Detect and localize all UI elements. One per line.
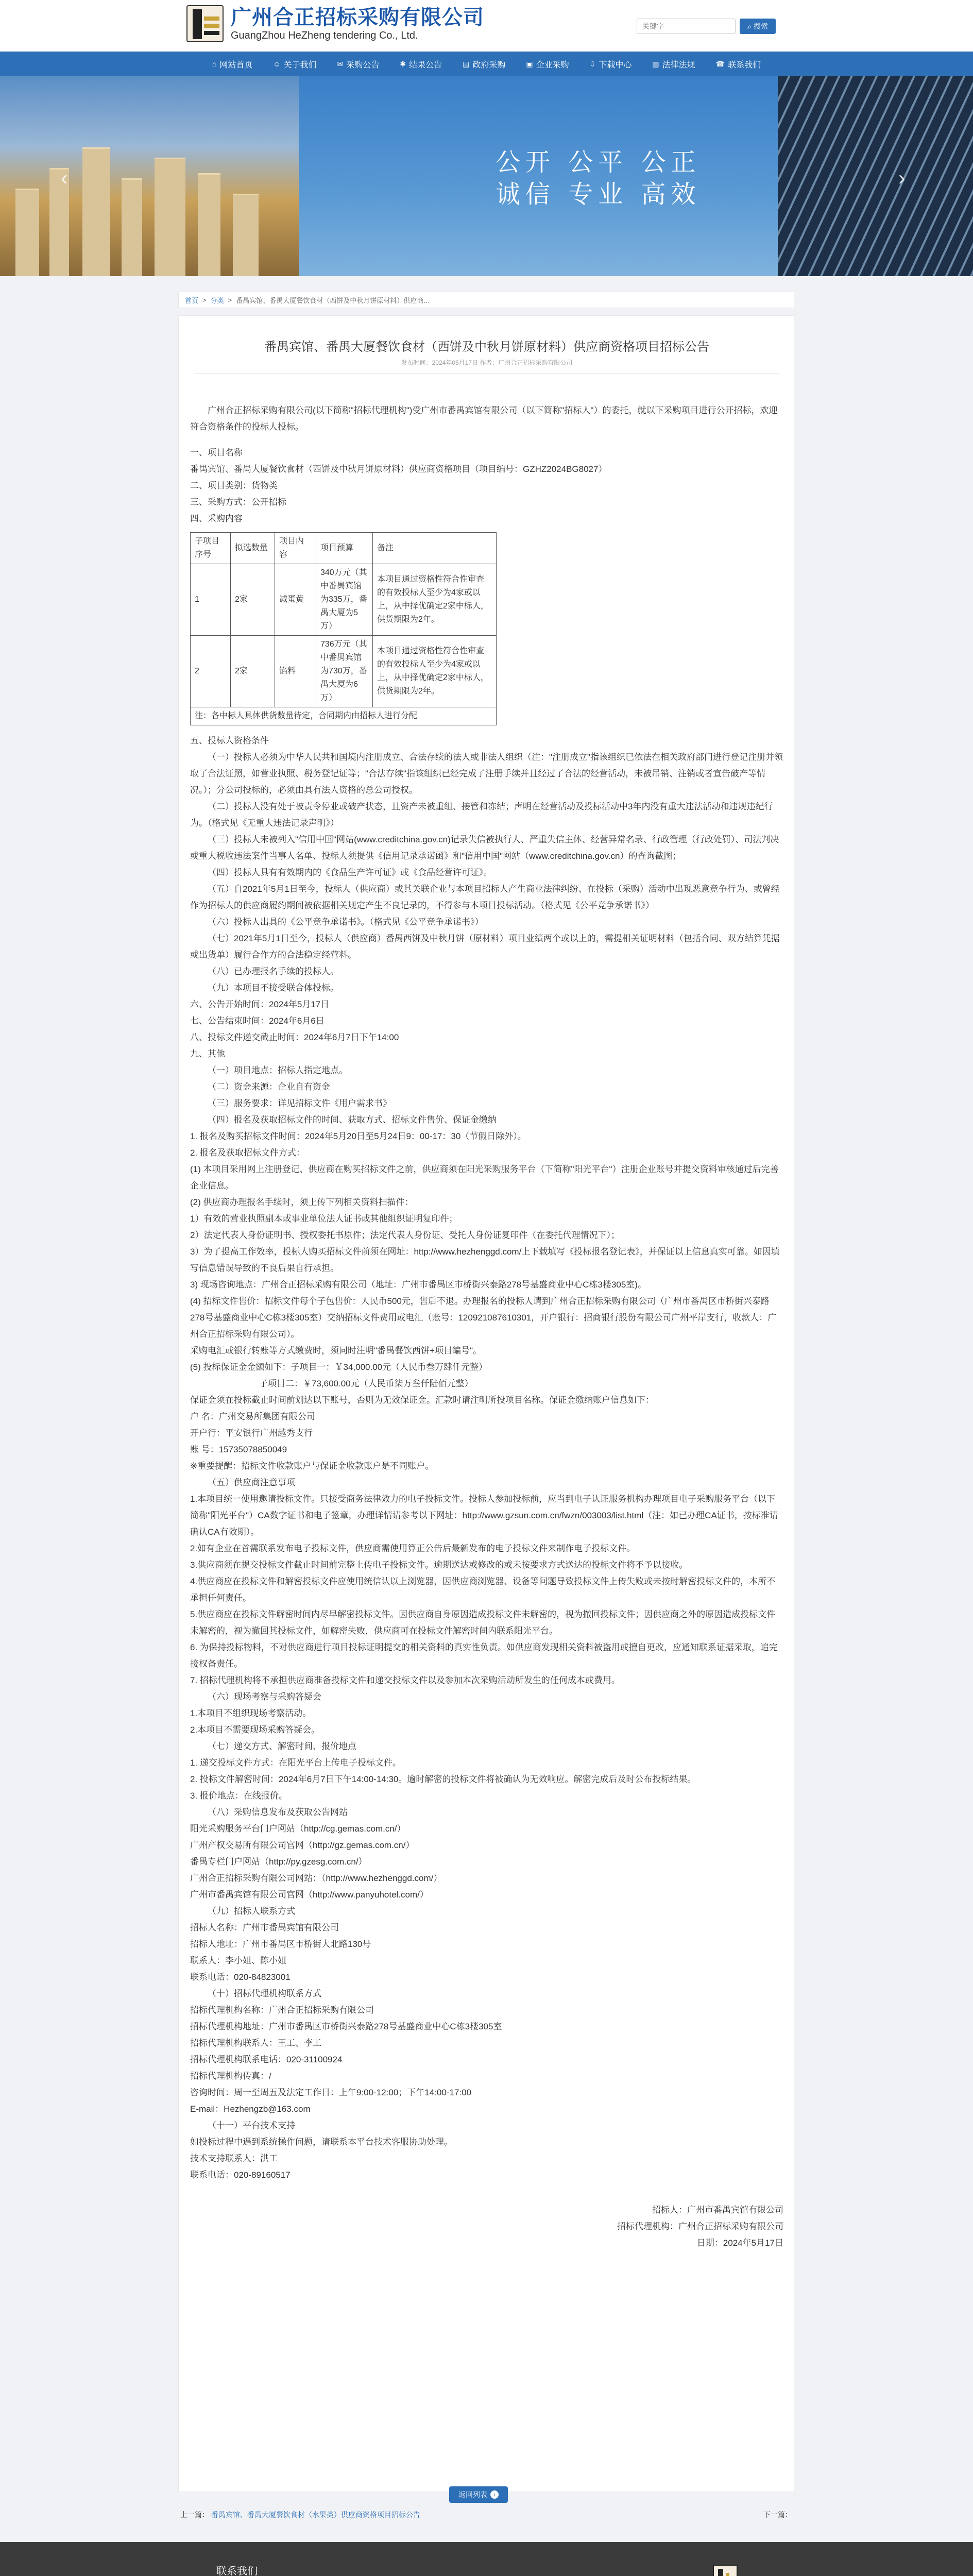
- paragraph: 番禺专栏门户网站（http://py.gzesg.com.cn/）: [190, 1857, 367, 1867]
- procurement-table: [190, 532, 497, 725]
- section-heading: （十）招标代理机构联系方式: [208, 1989, 321, 1998]
- paragraph: 广州产权交易所有限公司官网（http://gz.gemas.com.cn/）: [190, 1840, 415, 1850]
- paragraph: 2.如有企业在首需联系发布电子投标文件，供应商需使用算正公告后最新发布的电子投标文件来制作电子投标文件。: [190, 1544, 636, 1553]
- section-heading: （七）递交方式、解密时间、报价地点: [208, 1741, 356, 1751]
- paragraph: (2) 供应商办理报名手续时，须上传下列相关资料扫描件：: [190, 1197, 414, 1207]
- paragraph: （二）资金来源：企业自有资金: [208, 1082, 330, 1092]
- table-cell: 340万元（其中番禺宾馆为335万，番禺大厦为5万）: [316, 564, 373, 636]
- main-nav: [0, 52, 973, 76]
- back-to-list-button[interactable]: [449, 2486, 508, 2503]
- paragraph: E-mail：Hezhengzb@163.com: [190, 2104, 311, 2114]
- paragraph: 咨询时间：周一至周五及法定工作日：上午9:00-12:00；下午14:00-17:00: [190, 2088, 472, 2097]
- back-button-label: 返回列表: [458, 2490, 487, 2499]
- paragraph: (5) 投标保证金金额如下：子项目一：￥34,000.00元（人民币叁万肆仟元整）: [190, 1362, 488, 1372]
- banner-slogan: [496, 146, 701, 210]
- table-cell: 1: [191, 564, 231, 636]
- paragraph: （八）已办理报名手续的投标人。: [208, 967, 339, 976]
- signature-line: 招标人：广州市番禺宾馆有限公司: [652, 2205, 783, 2215]
- logo-text: [231, 6, 484, 42]
- arrow-right-icon: ›: [490, 2490, 499, 2499]
- paragraph: 番禺宾馆、番禺大厦餐饮食材（西饼及中秋月饼原材料）供应商资格项目（项目编号：GZHZ2024BG8027）: [190, 464, 607, 474]
- nav-label: 关于我们: [283, 60, 317, 70]
- section-heading: （五）供应商注意事项: [208, 1478, 295, 1487]
- breadcrumb-current: 番禺宾馆、番禺大厦餐饮食材（西饼及中秋月饼原材料）供应商...: [236, 296, 430, 304]
- article-pager: [178, 2507, 794, 2522]
- paragraph: 2.本项目不需要现场采购答疑会。: [190, 1725, 320, 1735]
- nav-label: 网站首页: [219, 60, 253, 70]
- section-heading: （九）招标人联系方式: [208, 1906, 295, 1916]
- nav-item-result-notices[interactable]: [389, 52, 452, 76]
- paragraph: 保证金须在投标截止时间前划达以下账号，否则为无效保证金。汇款时请注明所投项目名称。保证金缴纳账户信息如下：: [190, 1395, 654, 1405]
- search-button-label: 搜索: [753, 22, 768, 30]
- table-row: [191, 564, 497, 636]
- footer-qr-block: [675, 2565, 778, 2576]
- paragraph: 3）为了提高工作效率，投标人购买招标文件前须在网址：http://www.hezhenggd.com/上下载填写《投标报名登记表》，并保证以上信息真实可靠。如因填写信息错误导致的不良后果自行承担。: [190, 1247, 780, 1273]
- paragraph: 三、采购方式：公开招标: [190, 497, 286, 507]
- paragraph: 联系电话：020-89160517: [190, 2170, 291, 2180]
- article-body: [190, 402, 783, 2251]
- home-icon: ⌂: [212, 60, 217, 68]
- paragraph: （六）投标人出具的《公平竞争承诺书》。（格式见《公平竞争承诺书》）: [208, 917, 484, 927]
- section-heading: 九、其他: [190, 1049, 225, 1059]
- paragraph: （四）投标人具有有效期内的《食品生产许可证》或《食品经营许可证》。: [208, 868, 492, 877]
- prev-label: 上一篇：: [180, 2511, 209, 2519]
- paragraph: 账 号：15735078850049: [190, 1445, 287, 1454]
- nav-item-enterprise[interactable]: [516, 52, 579, 76]
- prev-article-link[interactable]: 番禺宾馆、番禺大厦餐饮食材（水果类）供应商资格项目招标公告: [211, 2511, 420, 2519]
- paragraph: 联系电话：020-84823001: [190, 1972, 291, 1982]
- nav-item-about[interactable]: [263, 52, 327, 76]
- nav-label: 政府采购: [472, 60, 506, 70]
- banner-building: [82, 147, 110, 276]
- paragraph: （二）投标人没有处于被责令停业或破产状态，且资产未被重组、接管和冻结；声明在经营活动及投标活动中3年内没有重大违法活动和违规违纪行为。（格式见《无重大违法记录声明》）: [190, 802, 773, 828]
- table-cell: 本项目通过资格性符合性审查的有效投标人至少为4家或以上，从中择优确定2家中标人，供货期限为2年。: [373, 636, 497, 707]
- breadcrumb-separator: >: [228, 296, 232, 304]
- table-cell: 减蛋黄: [275, 564, 316, 636]
- nav-item-procurement-notices[interactable]: [327, 52, 390, 76]
- paragraph: 招标代理机构传真：/: [190, 2071, 271, 2081]
- footer-logo-icon: [713, 2565, 738, 2576]
- megaphone-icon: ✉: [337, 59, 344, 68]
- signature-line: 日期：2024年5月17日: [696, 2238, 783, 2248]
- paragraph: 招标人地址：广州市番禺区市桥街大北路130号: [190, 1939, 371, 1949]
- paragraph: 2）法定代表人身份证明书、授权委托书原件；法定代表人身份证、受托人身份证复印件（在委托代理情况下）；: [190, 1230, 620, 1240]
- logo-mark-icon: [186, 5, 224, 42]
- paragraph: 子项目二：￥73,600.00元（人民币柒万叁仟陆佰元整）: [259, 1379, 473, 1388]
- paragraph: 1.本项目不组织现场考察活动。: [190, 1708, 312, 1718]
- section-heading: （十一）平台技术支持: [208, 2121, 295, 2130]
- paragraph: (1) 本项目采用网上注册登记、供应商在购买招标文件之前，供应商须在阳光采购服务平台（下简称"阳光平台"）注册企业账号并提交资料审核通过后完善企业信息。: [190, 1164, 779, 1191]
- paragraph: 户 名：广州交易所集团有限公司: [190, 1412, 315, 1421]
- paragraph: （三）投标人未被列入"信用中国"网站(www.creditchina.gov.cn)记录失信被执行人、严重失信主体、经营异常名录、行政管理（行政处罚）、司法判决或重大税收违法案件当事人名单、投标人须提供《信用记录承诺函》和"信用中国"网站（www.creditchina.gov.cn）的查询截图；: [190, 835, 779, 861]
- banner-city-image: [0, 76, 299, 276]
- paragraph: 3. 报价地点：在线报价。: [190, 1791, 287, 1801]
- phone-icon: ☎: [715, 59, 725, 68]
- paragraph: （四）报名及获取招标文件的时间、获取方式、招标文件售价、保证金缴纳: [208, 1115, 497, 1125]
- building-icon: ▤: [463, 59, 470, 68]
- banner-building: [198, 173, 220, 276]
- paragraph: 招标代理机构联系电话：020-31100924: [190, 2055, 343, 2064]
- table-header-cell: 项目内容: [275, 533, 316, 564]
- slogan-line: 公开 公平 公正: [496, 148, 701, 177]
- download-icon: ⇩: [589, 59, 596, 68]
- nav-item-downloads[interactable]: [579, 52, 642, 76]
- slogan-line: 诚信 专业 高效: [496, 180, 701, 209]
- breadcrumb-section[interactable]: 分类: [210, 296, 224, 304]
- search-bar: [637, 19, 776, 34]
- breadcrumb-home[interactable]: 首页: [185, 296, 199, 304]
- banner-building: [155, 158, 185, 276]
- paragraph: （一）投标人必须为中华人民共和国境内注册成立、合法存续的法人或非法人组织（注："注册成立"指该组织已依法在相关政府部门进行登记注册并领取了合法证照，如营业执照、税务登记证等；"合法存续"指该组织已经完成了注册手续并且经过了合法的经营活动，未被吊销、注销或者宣告破产等情况。）；分公司投标的，必须由具有法人资格的总公司授权。: [190, 752, 783, 795]
- article-panel: [178, 315, 794, 2492]
- article-title: 番禺宾馆、番禺大厦餐饮食材（西饼及中秋月饼原材料）供应商资格项目招标公告: [264, 340, 709, 354]
- paragraph: 2. 报名及获取招标文件方式：: [190, 1148, 305, 1158]
- paragraph: 1）有效的营业执照副本或事业单位法人证书或其他组织证明复印件；: [190, 1214, 458, 1224]
- footer-title: 联系我们: [216, 2566, 258, 2576]
- paragraph: 八、投标文件递交截止时间：2024年6月7日下午14:00: [190, 1032, 399, 1042]
- paragraph: 广州市番禺宾馆有限公司官网（http://www.panyuhotel.com/）: [190, 1890, 429, 1900]
- article-meta: 发布时间：2024年05月17日 作者：广州合正招标采购有限公司: [401, 359, 573, 366]
- gear-icon: ✱: [400, 59, 406, 68]
- paragraph: 招标代理机构联系人：王工、李工: [190, 2038, 321, 2048]
- paragraph: 技术支持联系人：洪工: [190, 2154, 278, 2163]
- section-heading: 四、采购内容: [190, 514, 243, 523]
- site-header: [0, 0, 973, 52]
- paragraph: 七、公告结束时间：2024年6月6日: [190, 1016, 325, 1026]
- nav-label: 结果公告: [409, 60, 442, 70]
- banner-building: [122, 178, 142, 276]
- paragraph: 4.供应商应在投标文件和解密投标文件应使用统信认以上浏览器，因供应商浏览器、设备等问题导致投标文件上传失败或未按时解密投标文件的，本所不承担任何责任。: [190, 1577, 776, 1603]
- nav-label: 企业采购: [536, 60, 569, 70]
- paragraph: （三）服务要求：详见招标文件《用户需求书》: [208, 1098, 391, 1108]
- paragraph: （七）2021年5月1日至今，投标人（供应商）番禺西饼及中秋月饼（原材料）项目业绩两个或以上的，需提相关证明材料（包括合同、双方结算凭据或出货单）履行合作方的合法稳定经营料。: [190, 934, 780, 960]
- paragraph: 2. 投标文件解密时间：2024年6月7日下午14:00-14:30。逾时解密的投标文件将被确认为无效响应。解密完成后及时公布投标结果。: [190, 1774, 696, 1784]
- nav-label: 法律法规: [662, 60, 695, 70]
- breadcrumb-separator: >: [202, 296, 207, 304]
- table-note-row: [191, 707, 497, 725]
- paragraph: 二、项目类别：货物类: [190, 481, 278, 490]
- article-intro: 广州合正招标采购有限公司(以下简称"招标代理机构")受广州市番禺宾馆有限公司（以下简称"招标人"）的委托，就以下采购项目进行公开招标，欢迎符合资格条件的投标人投标。: [190, 405, 778, 432]
- table-cell: 馅料: [275, 636, 316, 707]
- table-cell: 2: [191, 636, 231, 707]
- site-logo[interactable]: [186, 5, 484, 42]
- prev-article: [180, 2510, 420, 2520]
- breadcrumb: [178, 292, 794, 308]
- nav-item-home[interactable]: [202, 52, 263, 76]
- paragraph: 阳光采购服务平台门户网站（http://cg.gemas.com.cn/）: [190, 1824, 406, 1834]
- paragraph: 六、公告开始时间：2024年5月17日: [190, 999, 330, 1009]
- paragraph: 如投标过程中遇到系统操作问题，请联系本平台技术客服协助处理。: [190, 2137, 453, 2147]
- search-input[interactable]: [637, 19, 736, 34]
- paragraph: ※重要提醒：招标文件收款账户与保证金收款账户是不同账户。: [190, 1461, 434, 1471]
- paragraph: 3) 现场咨询地点：广州合正招标采购有限公司（地址：广州市番禺区市桥街兴泰路278号基盛商业中心C栋3楼305室)。: [190, 1280, 646, 1290]
- table-header-row: [191, 533, 497, 564]
- paragraph: 1. 报名及购买招标文件时间：2024年5月20日至5月24日9：00-17：30（节假日除外）。: [190, 1131, 526, 1141]
- banner-skyscraper-image: [778, 76, 973, 276]
- site-footer: [0, 2542, 973, 2576]
- hero-banner: [0, 76, 973, 276]
- paragraph: 7. 招标代理机构将不承担供应商准备投标文件和递交投标文件以及参加本次采购活动所发生的任何成本或费用。: [190, 1675, 620, 1685]
- section-heading: （六）现场考察与采购答疑会: [208, 1692, 321, 1702]
- paragraph: 5.供应商应在投标文件解密时间内尽早解密投标文件。因供应商自身原因造成投标文件未解密的，视为撤回投标文件；因供应商之外的原因造成投标文件未解密的，视为撤回其投标文件，如解密失败，供应商可在投标文件解密时间内联系阳光平台。: [190, 1609, 776, 1636]
- paragraph: 招标代理机构名称：广州合正招标采购有限公司: [190, 2005, 374, 2015]
- logo-company-name: 广州合正招标采购有限公司: [231, 6, 484, 29]
- paragraph: 广州合正招标采购有限公司网站：（http://www.hezhenggd.com/）: [190, 1873, 442, 1883]
- table-header-cell: 拟选数量: [231, 533, 275, 564]
- search-icon: ⌕: [747, 22, 752, 30]
- paragraph: 招标人名称：广州市番禺宾馆有限公司: [190, 1923, 339, 1933]
- table-cell: 736万元（其中番禺宾馆为730万，番禺大厦为6万）: [316, 636, 373, 707]
- section-heading: （八）采购信息发布及获取公告网站: [208, 1807, 348, 1817]
- paragraph: 1.本项目统一使用邀请投标文件。只接受商务法律效力的电子投标文件。投标人参加投标前，应当到电子认证服务机构办理项目电子采购服务平台（以下简称"阳光平台"）CA数字证书和电子签章，办理详情请参考以下网址：http://www.gzsun.com.cn/fwzn/003003/list.html（注：如已办理CA证书，按标准请确认CA有效期）。: [190, 1494, 778, 1537]
- signature-line: 招标代理机构：广州合正招标采购有限公司: [617, 2222, 783, 2231]
- next-label: 下一篇：: [763, 2511, 792, 2519]
- banner-prev-arrow-icon[interactable]: ‹: [61, 167, 68, 190]
- nav-label: 采购公告: [346, 60, 380, 70]
- paragraph: （五）自2021年5月1日至今，投标人（供应商）或其关联企业与本项目招标人产生商业法律纠纷、在投标（采购）活动中出现恶意竞争行为、或曾经作为招标人的供应商履约期间被依据相关规定产生不良记录的，不得参与本项目投标活动。（格式见《公平竞争承诺书》）: [190, 884, 780, 910]
- table-cell: 2家: [231, 636, 275, 707]
- paragraph: 1. 递交投标文件方式：在阳光平台上传电子投标文件。: [190, 1758, 401, 1768]
- banner-building: [233, 194, 259, 276]
- paragraph: （九）本项目不接受联合体投标。: [208, 983, 339, 993]
- table-cell: 本项目通过资格性符合性审查的有效投标人至少为4家或以上，从中择优确定2家中标人，供货期限为2年。: [373, 564, 497, 636]
- banner-building: [15, 189, 39, 276]
- paragraph: 联系人：李小姐、陈小姐: [190, 1956, 286, 1965]
- paragraph: （一）项目地点：招标人指定地点。: [208, 1065, 348, 1075]
- paragraph: 采购电汇或银行转账等方式缴费时，须同时注明"番禺餐饮西饼+项目编号"。: [190, 1346, 482, 1355]
- nav-label: 联系我们: [728, 60, 761, 70]
- table-header-cell: 备注: [373, 533, 497, 564]
- table-cell: 2家: [231, 564, 275, 636]
- logo-company-english: GuangZhou HeZheng tendering Co., Ltd.: [231, 30, 418, 41]
- banner-next-arrow-icon[interactable]: ›: [898, 167, 906, 190]
- next-article: [763, 2510, 792, 2520]
- search-button[interactable]: [740, 19, 776, 34]
- section-heading: 五、投标人资格条件: [190, 736, 269, 745]
- book-icon: ▥: [652, 59, 659, 68]
- table-row: [191, 636, 497, 707]
- user-icon: ☺: [273, 60, 281, 68]
- briefcase-icon: ▣: [526, 59, 533, 68]
- paragraph: 招标代理机构地址：广州市番禺区市桥街兴泰路278号基盛商业中心C栋3楼305室: [190, 2022, 502, 2031]
- section-heading: 一、项目名称: [190, 448, 243, 457]
- paragraph: 6. 为保持投标物料，不对供应商进行项目投标证明提交的相关资料的真实性负责。如供应商发现相关资料被盗用或擅自更改，应通知联系证据采取，追完接权备责任。: [190, 1642, 778, 1669]
- table-header-cell: 子项目序号: [191, 533, 231, 564]
- nav-item-laws[interactable]: [642, 52, 705, 76]
- paragraph: (4) 招标文件售价：招标文件每个子包售价：人民币500元，售后不退。办理报名的投标人请到广州合正招标采购有限公司（广州市番禺区市桥街兴泰路278号基盛商业中心C栋3楼305室）交纳招标文件费用或电汇（账号：120921087610301，开户银行：招商银行股份有限公司广州平岸支行，收款人：广州合正招标采购有限公司）。: [190, 1296, 777, 1339]
- nav-item-government[interactable]: [452, 52, 516, 76]
- paragraph: 3.供应商须在提交投标文件截止时间前完整上传电子投标文件。逾期送达或修改的或未按要求方式送达的投标文件将不予以接收。: [190, 1560, 688, 1570]
- table-note: 注：各中标人具体供货数量待定，合同期内由招标人进行分配: [191, 707, 497, 725]
- nav-item-contact[interactable]: [706, 52, 771, 76]
- nav-label: 下载中心: [599, 60, 632, 70]
- paragraph: 开户行：平安银行广州越秀支行: [190, 1428, 313, 1438]
- table-header-cell: 项目预算: [316, 533, 373, 564]
